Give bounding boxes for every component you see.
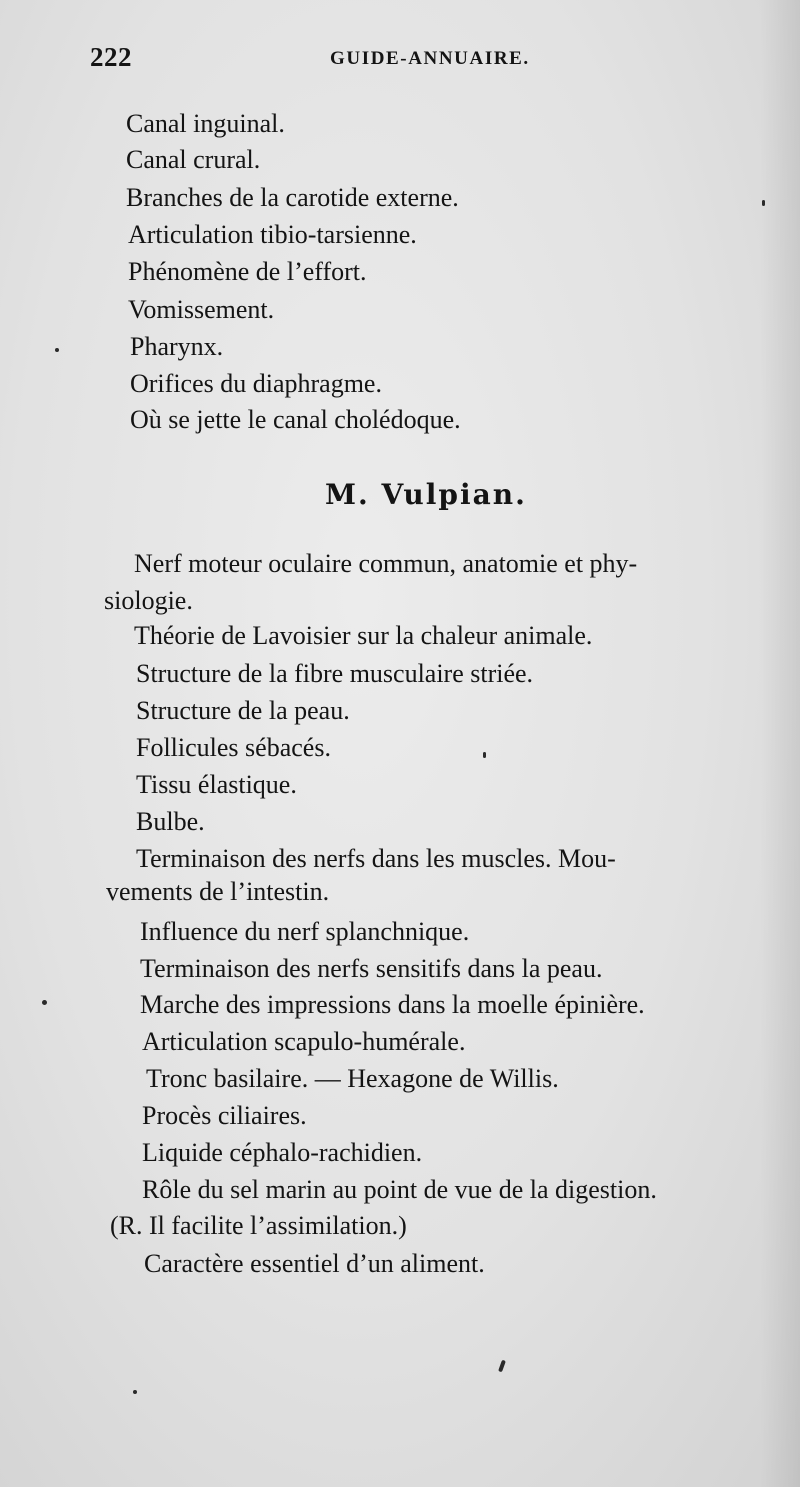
ink-speck <box>483 752 486 758</box>
list-item: Canal crural. <box>126 145 261 174</box>
section-heading: M. Vulpian. <box>325 478 527 511</box>
list-item: Rôle du sel marin au point de vue de la digestion. <box>142 1175 657 1204</box>
list-item: Orifices du diaphragme. <box>130 369 382 398</box>
list-item: Caractère essentiel d’un aliment. <box>144 1249 485 1278</box>
list-item: Vomissement. <box>128 295 275 324</box>
list-item: Articulation tibio-tarsienne. <box>128 220 417 249</box>
list-item: Liquide céphalo-rachidien. <box>142 1138 423 1167</box>
list-item: Influence du nerf splanchnique. <box>140 917 470 946</box>
running-head <box>90 42 570 78</box>
list-item: Où se jette le canal cholédoque. <box>130 405 461 434</box>
list-item: Branches de la carotide externe. <box>126 183 459 212</box>
list-item: vements de l’intestin. <box>106 877 330 906</box>
list-item: Procès ciliaires. <box>142 1101 307 1130</box>
list-item: Phénomène de l’effort. <box>128 257 367 286</box>
list-item: Théorie de Lavoisier sur la chaleur animale. <box>134 621 593 650</box>
list-item: (R. Il facilite l’assimilation.) <box>110 1211 407 1240</box>
ink-speck <box>42 1000 47 1005</box>
ink-speck <box>498 1360 506 1373</box>
list-item: Pharynx. <box>130 332 224 361</box>
page-number: 222 <box>90 42 132 72</box>
list-item: Structure de la fibre musculaire striée. <box>136 659 534 688</box>
list-item: Terminaison des nerfs sensitifs dans la peau. <box>140 954 603 983</box>
list-item: Nerf moteur oculaire commun, anatomie et phy- <box>134 549 638 578</box>
list-item: Articulation scapulo-humérale. <box>142 1027 466 1056</box>
list-item: Canal inguinal. <box>126 109 285 138</box>
list-item: Marche des impressions dans la moelle épinière. <box>140 990 645 1019</box>
list-item: Structure de la peau. <box>136 696 350 725</box>
ink-speck <box>762 200 765 206</box>
ink-speck <box>55 348 59 352</box>
list-item: Follicules sébacés. <box>136 733 331 762</box>
list-item: Tronc basilaire. — Hexagone de Willis. <box>146 1064 559 1093</box>
list-item: Terminaison des nerfs dans les muscles. Mou- <box>136 844 616 873</box>
list-item: Bulbe. <box>136 807 205 836</box>
page-edge-shadow <box>760 0 800 1487</box>
ink-speck <box>133 1390 137 1394</box>
list-item: siologie. <box>104 586 193 615</box>
running-title: GUIDE-ANNUAIRE. <box>330 48 530 69</box>
list-item: Tissu élastique. <box>136 770 297 799</box>
